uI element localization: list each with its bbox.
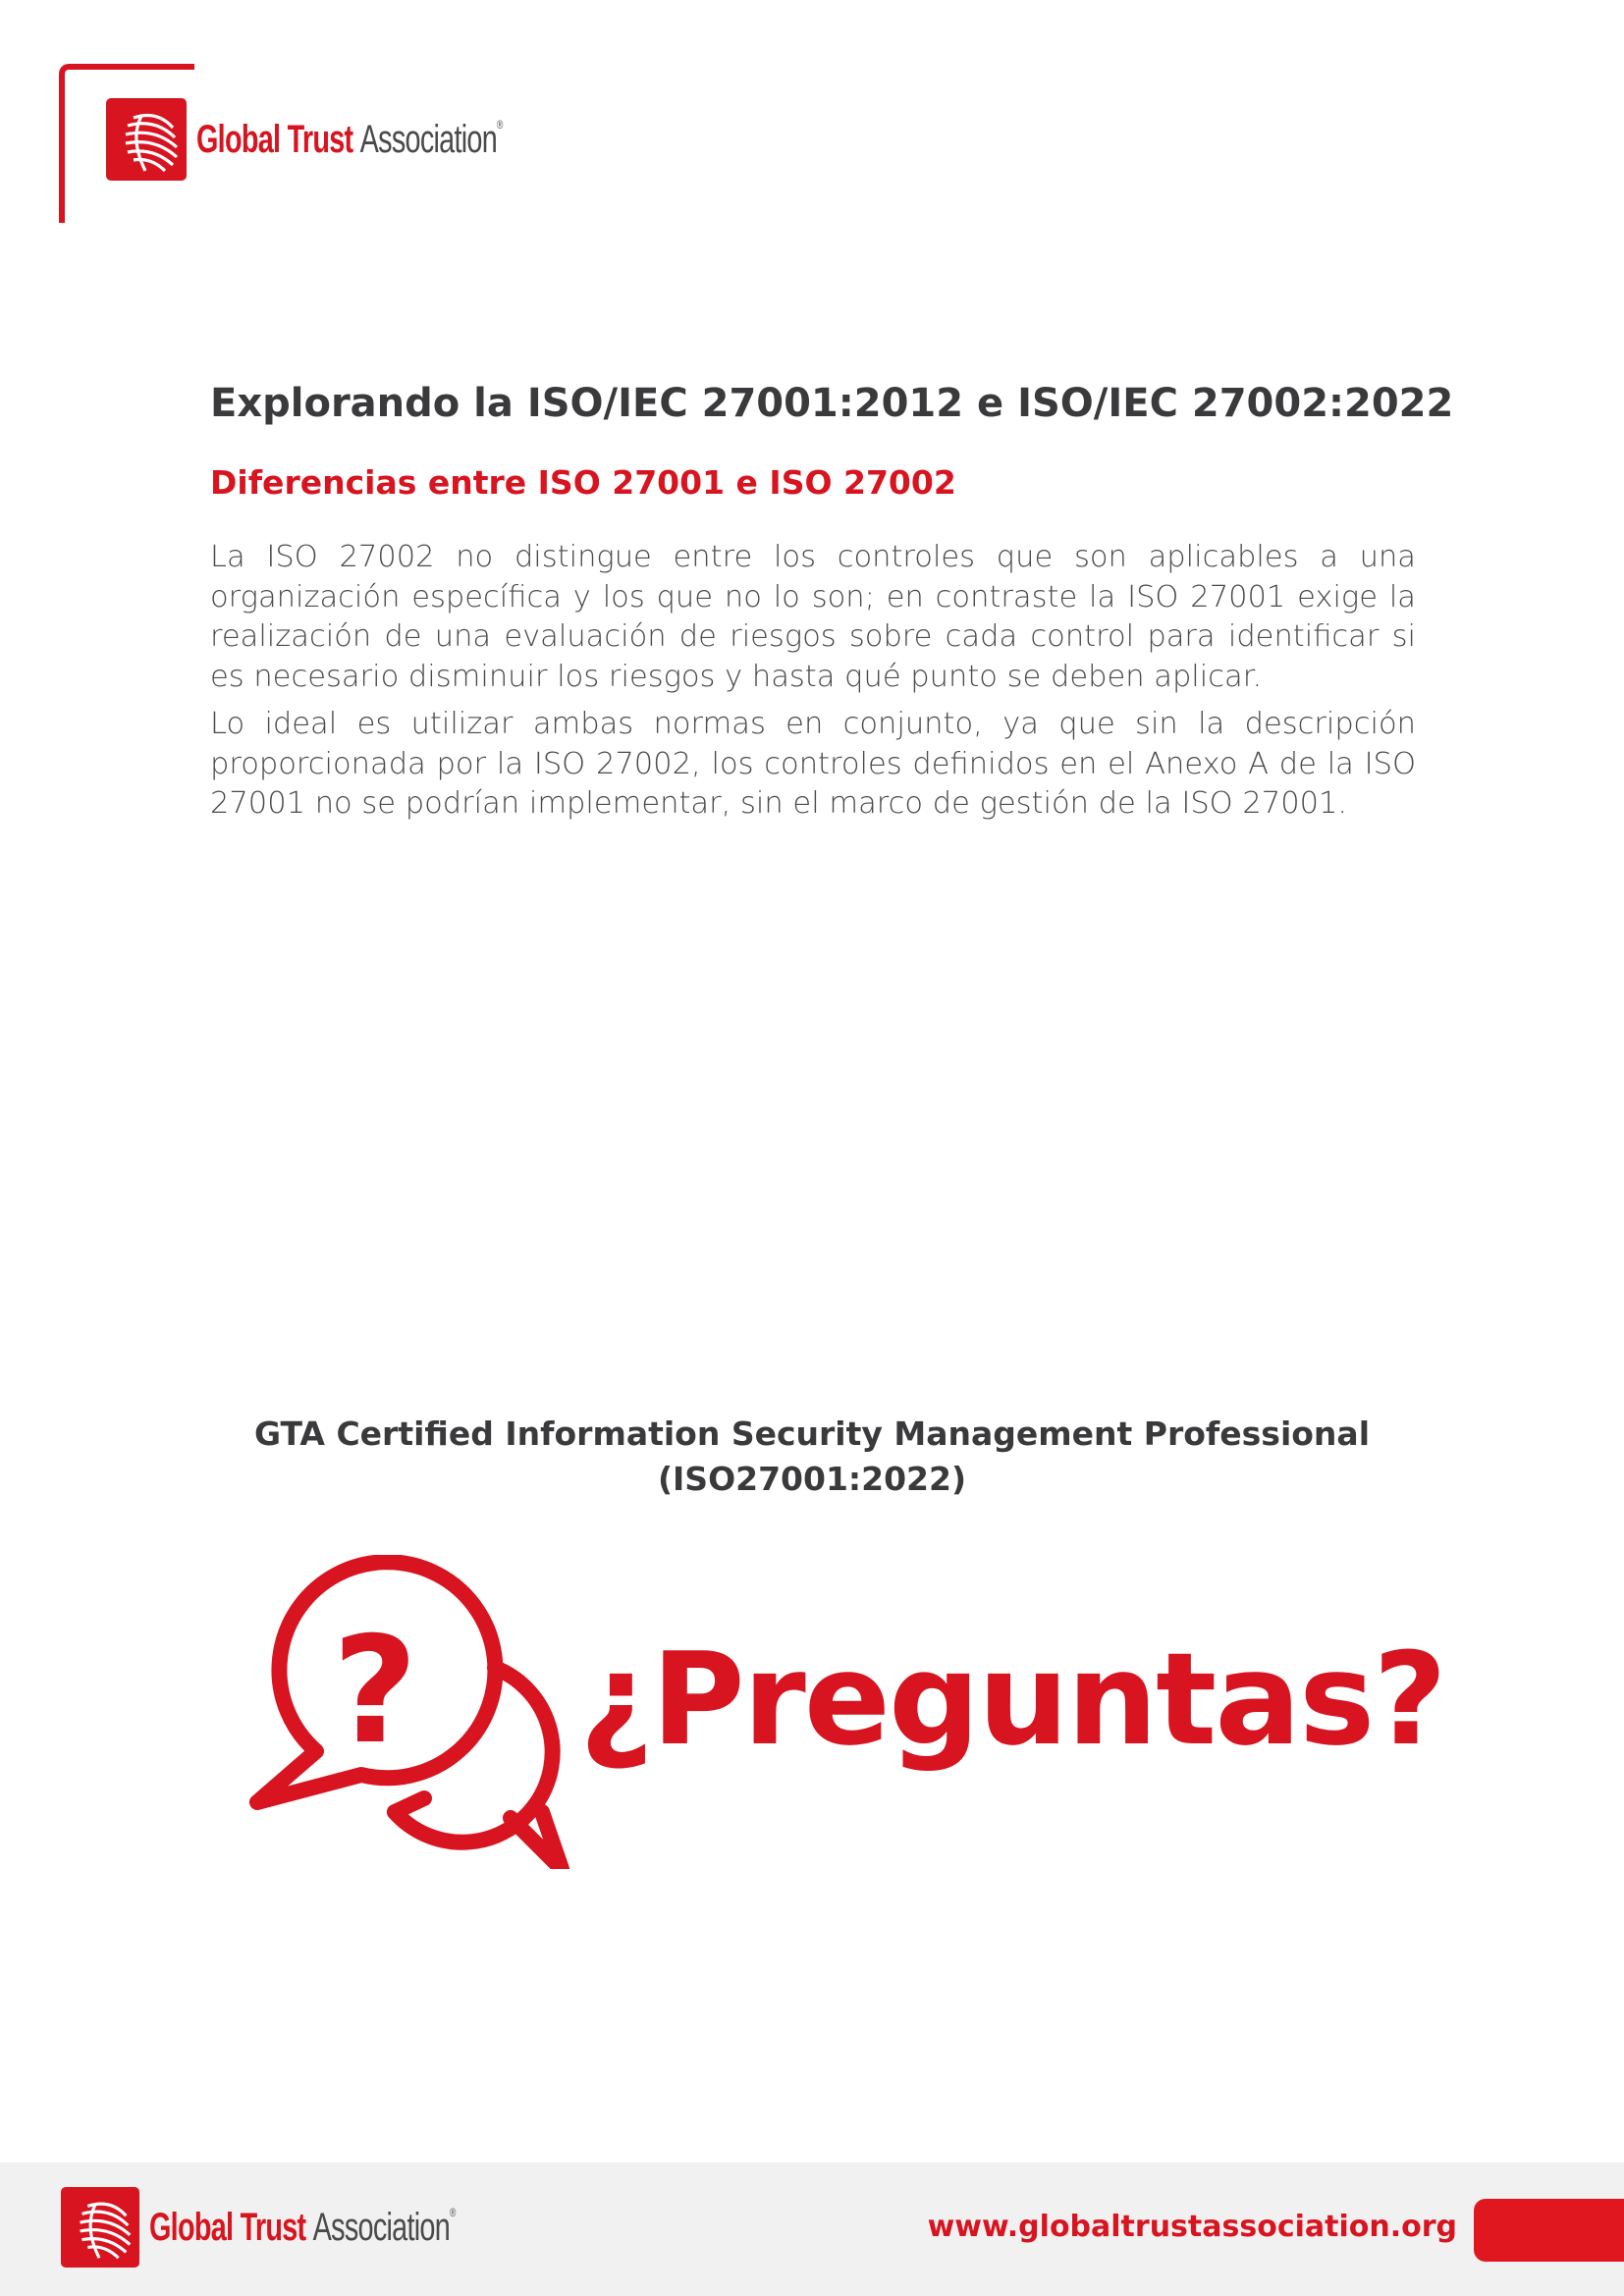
questions-heading: ¿Preguntas? bbox=[579, 1625, 1445, 1774]
svg-text:?: ? bbox=[332, 1606, 418, 1777]
course-title bbox=[196, 1412, 1428, 1502]
question-speech-bubbles-icon bbox=[247, 1555, 571, 1873]
globe-logo-icon bbox=[61, 2187, 139, 2268]
paragraph: La ISO 27002 no distingue entre los controles que son aplicables a una organización específica y los que no lo son; en contraste la ISO 27001 exige la realización de una evaluación de riesgos sobre cada control para identificar si es necesario disminuir los riesgos y hasta qué punto se deben aplicar. bbox=[210, 540, 1416, 694]
paragraph: Lo ideal es utilizar ambas normas en conjunto, ya que sin la descripción proporcionada por la ISO 27002, los controles definidos en el Anexo A de la ISO 27001 no se podrían implementar, sin el marco de gestión de la ISO 27001. bbox=[210, 707, 1416, 821]
body-text bbox=[210, 538, 1416, 832]
section-title: Diferencias entre ISO 27001 e ISO 27002 bbox=[210, 463, 956, 502]
logo-wordmark: Global Trust Association® bbox=[196, 117, 503, 161]
header-logo bbox=[106, 98, 622, 181]
course-title-line: (ISO27001:2022) bbox=[657, 1460, 967, 1498]
globe-logo-icon bbox=[106, 98, 187, 181]
footer-accent-tab bbox=[1474, 2199, 1624, 2262]
page-title: Explorando la ISO/IEC 27001:2012 e ISO/IEC 27002:2022 bbox=[210, 381, 1454, 426]
logo-wordmark: Global Trust Association® bbox=[149, 2205, 456, 2249]
course-title-line: GTA Certified Information Security Management Professional bbox=[253, 1415, 1371, 1453]
website-link[interactable]: www.globaltrustassociation.org bbox=[927, 2210, 1457, 2244]
footer-logo bbox=[61, 2187, 574, 2268]
